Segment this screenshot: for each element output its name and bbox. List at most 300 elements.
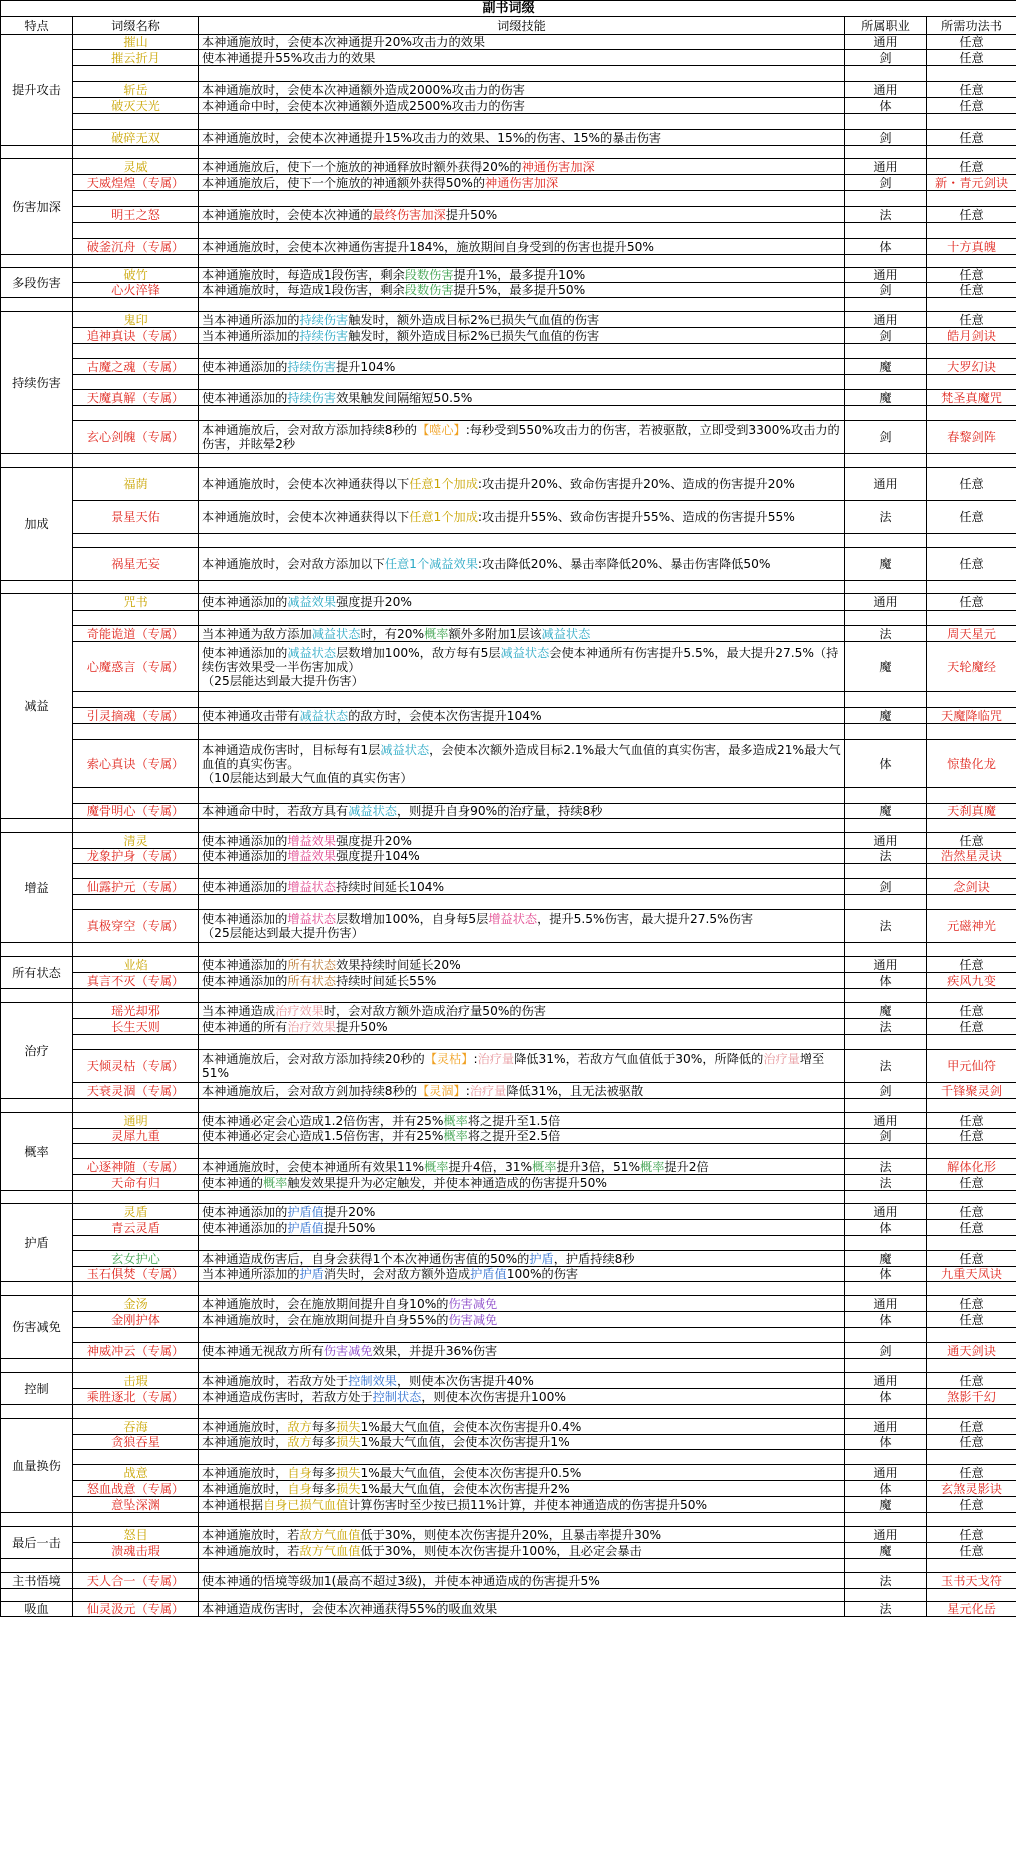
affix-class: 法 <box>845 1050 927 1083</box>
keyword-highlight: 任意1个减益效果 <box>384 557 478 571</box>
empty-cell <box>199 1559 845 1573</box>
affix-class: 体 <box>845 1481 927 1497</box>
affix-requirement: 任意 <box>927 1296 1016 1312</box>
empty-cell <box>845 692 927 708</box>
empty-cell <box>1 1589 73 1602</box>
empty-cell <box>73 191 199 207</box>
empty-cell <box>73 1282 199 1296</box>
affix-row <box>1 879 1016 895</box>
affix-skill: 本神通命中时，若敌方具有减益状态，则提升自身90%的治疗量，持续8秒 <box>199 804 845 819</box>
affix-skill: 使本神通的概率触发效果提升为必定触发，并使本神通造成的伤害提升50% <box>199 1175 845 1191</box>
affix-name: 天命有归 <box>73 1175 199 1191</box>
empty-cell <box>845 66 927 82</box>
empty-cell <box>845 581 927 594</box>
empty-cell <box>199 943 845 957</box>
header-row <box>1 17 1016 35</box>
empty-cell <box>1 943 73 957</box>
affix-name: 斩岳 <box>73 82 199 98</box>
affix-class: 通用 <box>845 268 927 283</box>
empty-cell <box>199 1513 845 1527</box>
affix-requirement: 任意 <box>927 1497 1016 1513</box>
spacer-row <box>1 255 1016 268</box>
affix-skill: 本神通施放后，会对敌方添加持续20秒的【灵枯】:治疗量降低31%，若敌方气血值低于30%，所降低的治疗量增至51% <box>199 1050 845 1083</box>
empty-cell <box>73 1191 199 1204</box>
affix-row <box>1 35 1016 50</box>
affix-skill: 本神通造成伤害时，若敌方处于控制状态，则使本次伤害提升100% <box>199 1389 845 1405</box>
keyword-highlight: 损失 <box>336 1481 361 1496</box>
keyword-highlight: 任意1个加成 <box>409 477 478 491</box>
affix-class: 魔 <box>845 548 927 581</box>
affix-name: 灵威 <box>73 159 199 175</box>
category-cell: 持续伤害 <box>1 312 73 454</box>
affix-row <box>1 1129 1016 1144</box>
empty-cell <box>73 66 199 82</box>
empty-cell <box>927 581 1016 594</box>
empty-cell <box>199 1405 845 1419</box>
affix-row <box>1 1481 1016 1497</box>
spacer-row <box>1 1282 1016 1296</box>
affix-skill: 本神通造成伤害后，自身会获得1个本次神通伤害值的50%的护盾，护盾持续8秒 <box>199 1251 845 1267</box>
spacer-row <box>1 1191 1016 1204</box>
category-cell: 概率 <box>1 1113 73 1191</box>
empty-cell <box>73 1589 199 1602</box>
affix-class: 通用 <box>845 1113 927 1129</box>
empty-cell <box>73 255 199 268</box>
empty-cell <box>73 534 199 548</box>
affix-skill: 本神通施放后，会对敌方剑加持续8秒的【灵涸】:治疗量降低31%，且无法被驱散 <box>199 1083 845 1099</box>
keyword-highlight: 所有状态 <box>287 957 337 972</box>
affix-name: 景星天佑 <box>73 501 199 534</box>
affix-skill: 使本神通的悟境等级加1(最高不超过3级)，并使本神通造成的伤害提升5% <box>199 1573 845 1589</box>
affix-skill: 使本神通必定会心造成1.2倍伤害，并有25%概率将之提升至1.5倍 <box>199 1113 845 1129</box>
keyword-highlight: 所有状态 <box>287 973 337 988</box>
blank-row <box>1 191 1016 207</box>
affix-row <box>1 1220 1016 1236</box>
empty-cell <box>1 146 73 159</box>
affix-requirement: 任意 <box>927 1543 1016 1559</box>
empty-cell <box>199 819 845 833</box>
affix-requirement: 任意 <box>927 283 1016 298</box>
empty-cell <box>845 534 927 548</box>
keyword-highlight: 损失 <box>336 1435 361 1449</box>
keyword-highlight: 伤害减免 <box>448 1312 498 1327</box>
affix-requirement: 任意 <box>927 1019 1016 1035</box>
affix-name: 破灭天光 <box>73 98 199 114</box>
empty-cell <box>845 223 927 239</box>
affix-row <box>1 1389 1016 1405</box>
affix-row <box>1 390 1016 406</box>
empty-cell <box>927 1099 1016 1113</box>
affix-skill: 本神通施放时，若敌方处于控制效果，则使本次伤害提升40% <box>199 1373 845 1389</box>
empty-cell <box>845 298 927 312</box>
affix-class: 通用 <box>845 1296 927 1312</box>
empty-cell <box>927 1450 1016 1465</box>
affix-skill: 本神通造成伤害时，目标每有1层减益状态，会使本次额外造成目标2.1%最大气血值的真实伤害，最多造成21%最大气血值的真实伤害。 （10层能达到最大气血值的真实伤害） <box>199 740 845 788</box>
empty-cell <box>845 114 927 130</box>
empty-cell <box>1 1559 73 1573</box>
keyword-highlight: 伤害减免 <box>323 1343 373 1358</box>
affix-name: 咒书 <box>73 594 199 611</box>
empty-cell <box>927 819 1016 833</box>
empty-cell <box>199 191 845 207</box>
keyword-highlight: 减益状态 <box>311 626 361 641</box>
empty-cell <box>73 298 199 312</box>
empty-cell <box>1 1405 73 1419</box>
affix-requirement: 大罗幻诀 <box>927 359 1016 375</box>
blank-row <box>1 344 1016 359</box>
affix-skill: 本神通施放时，每造成1段伤害，剩余段数伤害提升5%，最多提升50% <box>199 283 845 298</box>
affix-requirement: 惊蛰化龙 <box>927 740 1016 788</box>
affix-class: 法 <box>845 501 927 534</box>
empty-cell <box>927 1559 1016 1573</box>
affix-name: 怒目 <box>73 1527 199 1543</box>
empty-cell <box>845 1282 927 1296</box>
empty-cell <box>73 1099 199 1113</box>
empty-cell <box>199 146 845 159</box>
affix-class: 通用 <box>845 1419 927 1435</box>
empty-cell <box>845 989 927 1003</box>
affix-name: 魔骨明心（专属） <box>73 804 199 819</box>
keyword-highlight: 减益效果 <box>287 595 337 609</box>
affix-class: 魔 <box>845 1003 927 1019</box>
empty-cell <box>199 864 845 879</box>
affix-skill: 当本神通所添加的持续伤害触发时，额外造成目标2%已损失气血值的伤害 <box>199 328 845 344</box>
empty-cell <box>845 406 927 421</box>
blank-row <box>1 406 1016 421</box>
affix-row <box>1 642 1016 692</box>
affix-row <box>1 1175 1016 1191</box>
empty-cell <box>73 1236 199 1251</box>
affix-row <box>1 239 1016 255</box>
keyword-highlight: 【灵枯】 <box>424 1052 474 1066</box>
empty-cell <box>927 223 1016 239</box>
affix-requirement: 星元化岳 <box>927 1602 1016 1617</box>
affix-row <box>1 1373 1016 1389</box>
affix-name: 天人合一（专属） <box>73 1573 199 1589</box>
affix-requirement: 任意 <box>927 1312 1016 1328</box>
empty-cell <box>199 255 845 268</box>
keyword-highlight: 减益状态 <box>299 708 349 723</box>
category-cell: 血量换伤 <box>1 1419 73 1513</box>
empty-cell <box>73 581 199 594</box>
affix-row <box>1 501 1016 534</box>
keyword-highlight: 增益效果 <box>287 833 337 848</box>
empty-cell <box>927 1236 1016 1251</box>
empty-cell <box>845 375 927 390</box>
affix-name: 摧山 <box>73 35 199 50</box>
empty-cell <box>199 1328 845 1343</box>
affix-name: 奇能诡道（专属） <box>73 626 199 642</box>
blank-row <box>1 1144 1016 1159</box>
affix-skill: 本神通施放时，敌方每多损失1%最大气血值，会使本次伤害提升0.4% <box>199 1419 845 1435</box>
empty-cell <box>927 344 1016 359</box>
affix-name: 索心真诀（专属） <box>73 740 199 788</box>
empty-cell <box>927 1282 1016 1296</box>
empty-cell <box>845 1099 927 1113</box>
affix-requirement: 玉书天戈符 <box>927 1573 1016 1589</box>
affix-requirement: 任意 <box>927 82 1016 98</box>
affix-requirement: 任意 <box>927 1003 1016 1019</box>
affix-skill: 当本神通所添加的护盾消失时，会对敌方额外造成护盾值100%的伤害 <box>199 1267 845 1282</box>
empty-cell <box>73 1359 199 1373</box>
empty-cell <box>73 344 199 359</box>
blank-row <box>1 864 1016 879</box>
affix-skill: 本神通施放时，会对敌方添加以下任意1个减益效果:攻击降低20%、暴击率降低20%、暴击伤害降低50% <box>199 548 845 581</box>
affix-skill: 使本神通攻击带有减益状态的敌方时，会使本次伤害提升104% <box>199 708 845 724</box>
empty-cell <box>199 581 845 594</box>
affix-class: 魔 <box>845 1251 927 1267</box>
affix-requirement: 任意 <box>927 1175 1016 1191</box>
affix-requirement: 新・青元剑诀 <box>927 175 1016 191</box>
affix-skill: 本神通施放时，若敌方气血值低于30%，则使本次伤害提升100%，且必定会暴击 <box>199 1543 845 1559</box>
empty-cell <box>927 943 1016 957</box>
spacer-row <box>1 1589 1016 1602</box>
affix-class: 魔 <box>845 1543 927 1559</box>
empty-cell <box>927 1328 1016 1343</box>
affix-requirement: 元磁神光 <box>927 910 1016 943</box>
category-cell: 加成 <box>1 468 73 581</box>
category-cell: 提升攻击 <box>1 35 73 146</box>
empty-cell <box>199 1236 845 1251</box>
keyword-highlight: 护盾值 <box>287 1204 324 1219</box>
affix-requirement: 任意 <box>927 1435 1016 1450</box>
affix-requirement: 十方真魄 <box>927 239 1016 255</box>
blank-row <box>1 724 1016 740</box>
affix-name: 福荫 <box>73 468 199 501</box>
affix-name: 摧云折月 <box>73 50 199 66</box>
affix-skill: 使本神通添加的所有状态持续时间延长55% <box>199 973 845 989</box>
affix-skill: 使本神通添加的增益状态层数增加100%，自身每5层增益状态，提升5.5%伤害，最大提升27.5%伤害 （25层能达到最大提升伤害） <box>199 910 845 943</box>
empty-cell <box>845 864 927 879</box>
keyword-highlight: 治疗量 <box>763 1052 800 1066</box>
affix-name: 追神真诀（专属） <box>73 328 199 344</box>
affix-name: 天威煌煌（专属） <box>73 175 199 191</box>
affix-skill: 本神通施放时，会使本次神通提升20%攻击力的效果 <box>199 35 845 50</box>
keyword-highlight: 段数伤害 <box>404 268 454 282</box>
empty-cell <box>845 1144 927 1159</box>
keyword-highlight: 护盾 <box>529 1251 554 1266</box>
affix-name: 瑶光却邪 <box>73 1003 199 1019</box>
empty-cell <box>199 1099 845 1113</box>
empty-cell <box>73 1559 199 1573</box>
affix-row <box>1 740 1016 788</box>
category-cell: 所有状态 <box>1 957 73 989</box>
empty-cell <box>73 1328 199 1343</box>
affix-class: 剑 <box>845 879 927 895</box>
affix-row <box>1 1050 1016 1083</box>
keyword-highlight: 敌方 <box>287 1435 312 1449</box>
affix-skill: 本神通施放时，若敌方气血值低于30%，则使本次伤害提升20%，且暴击率提升30% <box>199 1527 845 1543</box>
affix-skill: 使本神通添加的持续伤害效果触发间隔缩短50.5% <box>199 390 845 406</box>
affix-name: 金汤 <box>73 1296 199 1312</box>
affix-requirement: 任意 <box>927 501 1016 534</box>
keyword-highlight: 持续伤害 <box>299 328 349 343</box>
affix-name: 破釜沉舟（专属） <box>73 239 199 255</box>
blank-row <box>1 895 1016 910</box>
empty-cell <box>1 1099 73 1113</box>
category-cell: 减益 <box>1 594 73 819</box>
affix-row <box>1 626 1016 642</box>
blank-row <box>1 1328 1016 1343</box>
affix-skill: 本神通施放时，会使本次神通伤害提升184%，施放期间自身受到的伤害也提升50% <box>199 239 845 255</box>
keyword-highlight: 减益状态 <box>541 626 591 641</box>
empty-cell <box>199 692 845 708</box>
spacer-row <box>1 819 1016 833</box>
affix-class: 通用 <box>845 312 927 328</box>
affix-name: 古魔之魂（专属） <box>73 359 199 375</box>
affix-class: 魔 <box>845 708 927 724</box>
blank-row <box>1 611 1016 626</box>
affix-requirement: 任意 <box>927 1129 1016 1144</box>
affix-name: 引灵摘魂（专属） <box>73 708 199 724</box>
affix-requirement: 天轮魔经 <box>927 642 1016 692</box>
blank-row <box>1 375 1016 390</box>
empty-cell <box>927 1405 1016 1419</box>
affix-class: 法 <box>845 626 927 642</box>
spacer-row <box>1 146 1016 159</box>
affix-class: 体 <box>845 1389 927 1405</box>
keyword-highlight: 治疗效果 <box>287 1019 337 1034</box>
spacer-row <box>1 1359 1016 1373</box>
empty-cell <box>199 1035 845 1050</box>
affix-name: 清灵 <box>73 833 199 849</box>
blank-row <box>1 66 1016 82</box>
affix-row <box>1 50 1016 66</box>
empty-cell <box>73 692 199 708</box>
affix-skill: 使本神通添加的增益状态持续时间延长104% <box>199 879 845 895</box>
affix-requirement: 甲元仙符 <box>927 1050 1016 1083</box>
empty-cell <box>73 1513 199 1527</box>
empty-cell <box>845 1559 927 1573</box>
keyword-highlight: 敌方 <box>287 1419 312 1434</box>
affix-skill: 本神通施放时，会使本次神通获得以下任意1个加成:攻击提升20%、致命伤害提升20%、造成的伤害提升20% <box>199 468 845 501</box>
empty-cell <box>927 298 1016 312</box>
empty-cell <box>199 724 845 740</box>
affix-table-body <box>1 1 1016 1617</box>
empty-cell <box>199 1282 845 1296</box>
keyword-highlight: 治疗量 <box>469 1083 507 1098</box>
keyword-highlight: 敌方气血值 <box>299 1527 361 1542</box>
affix-requirement: 解体化形 <box>927 1159 1016 1175</box>
affix-row <box>1 328 1016 344</box>
affix-row <box>1 1343 1016 1359</box>
category-cell: 最后一击 <box>1 1527 73 1559</box>
empty-cell <box>1 819 73 833</box>
empty-cell <box>845 1450 927 1465</box>
category-cell: 吸血 <box>1 1602 73 1617</box>
empty-cell <box>927 146 1016 159</box>
affix-skill: 本神通施放时，会使本神通所有效果11%概率提升4倍，31%概率提升3倍，51%概率提升2倍 <box>199 1159 845 1175</box>
affix-class: 魔 <box>845 804 927 819</box>
affix-skill: 本神通施放时，会使本次神通的最终伤害加深提升50% <box>199 207 845 223</box>
empty-cell <box>927 1513 1016 1527</box>
affix-requirement: 天刹真魔 <box>927 804 1016 819</box>
category-cell: 主书悟境 <box>1 1573 73 1589</box>
affix-class: 剑 <box>845 328 927 344</box>
category-cell: 治疗 <box>1 1003 73 1099</box>
empty-cell <box>73 1144 199 1159</box>
affix-class: 体 <box>845 1220 927 1236</box>
affix-class: 剑 <box>845 421 927 454</box>
affix-skill: 本神通施放后，使下一个施放的神通释放时额外获得20%的神通伤害加深 <box>199 159 845 175</box>
affix-requirement: 任意 <box>927 207 1016 223</box>
affix-class: 体 <box>845 1435 927 1450</box>
affix-name: 天衰灵涸（专属） <box>73 1083 199 1099</box>
affix-skill: 本神通造成伤害时，会使本次神通获得55%的吸血效果 <box>199 1602 845 1617</box>
empty-cell <box>1 1282 73 1296</box>
empty-cell <box>1 454 73 468</box>
affix-row <box>1 594 1016 611</box>
affix-skill: 本神通施放时，敌方每多损失1%最大气血值，会使本次伤害提升1% <box>199 1435 845 1450</box>
affix-name: 龙象护身（专属） <box>73 849 199 864</box>
affix-row <box>1 130 1016 146</box>
empty-cell <box>199 989 845 1003</box>
empty-cell <box>845 1236 927 1251</box>
affix-class: 法 <box>845 1602 927 1617</box>
affix-name: 玄心剑魄（专属） <box>73 421 199 454</box>
empty-cell <box>845 1513 927 1527</box>
empty-cell <box>199 298 845 312</box>
affix-row <box>1 98 1016 114</box>
blank-row <box>1 223 1016 239</box>
affix-name: 贪狼吞星 <box>73 1435 199 1450</box>
affix-class: 通用 <box>845 1527 927 1543</box>
affix-row <box>1 1019 1016 1035</box>
keyword-highlight: 【噬心】 <box>416 423 466 437</box>
affix-requirement: 九重天凤诀 <box>927 1267 1016 1282</box>
affix-requirement: 通天剑诀 <box>927 1343 1016 1359</box>
keyword-highlight: 护盾 <box>299 1267 324 1281</box>
affix-row <box>1 175 1016 191</box>
affix-requirement: 梵圣真魔咒 <box>927 390 1016 406</box>
affix-requirement: 千锋聚灵剑 <box>927 1083 1016 1099</box>
affix-requirement: 天魔降临咒 <box>927 708 1016 724</box>
affix-name: 明王之怒 <box>73 207 199 223</box>
affix-requirement: 煞影千幻 <box>927 1389 1016 1405</box>
category-cell: 增益 <box>1 833 73 943</box>
empty-cell <box>73 611 199 626</box>
empty-cell <box>199 1144 845 1159</box>
affix-name: 神威冲云（专属） <box>73 1343 199 1359</box>
affix-row <box>1 708 1016 724</box>
affix-requirement: 任意 <box>927 1220 1016 1236</box>
empty-cell <box>1 989 73 1003</box>
affix-requirement: 皓月剑诀 <box>927 328 1016 344</box>
affix-name: 玄女护心 <box>73 1251 199 1267</box>
empty-cell <box>73 454 199 468</box>
affix-class: 通用 <box>845 833 927 849</box>
category-cell: 伤害减免 <box>1 1296 73 1359</box>
affix-row <box>1 159 1016 175</box>
affix-name: 鬼印 <box>73 312 199 328</box>
empty-cell <box>845 191 927 207</box>
affix-name: 吞海 <box>73 1419 199 1435</box>
empty-cell <box>845 943 927 957</box>
page-title: 副书词缀 <box>1 1 1016 17</box>
empty-cell <box>73 223 199 239</box>
affix-requirement: 任意 <box>927 1527 1016 1543</box>
keyword-highlight: 概率 <box>443 1113 468 1128</box>
affix-row <box>1 1204 1016 1220</box>
empty-cell <box>73 146 199 159</box>
affix-requirement: 春黎剑阵 <box>927 421 1016 454</box>
header-skill: 词缀技能 <box>199 17 845 35</box>
affix-row <box>1 1465 1016 1481</box>
affix-class: 魔 <box>845 1497 927 1513</box>
keyword-highlight: 增益状态 <box>488 912 538 926</box>
keyword-highlight: 自身 <box>287 1481 312 1496</box>
affix-row <box>1 957 1016 973</box>
